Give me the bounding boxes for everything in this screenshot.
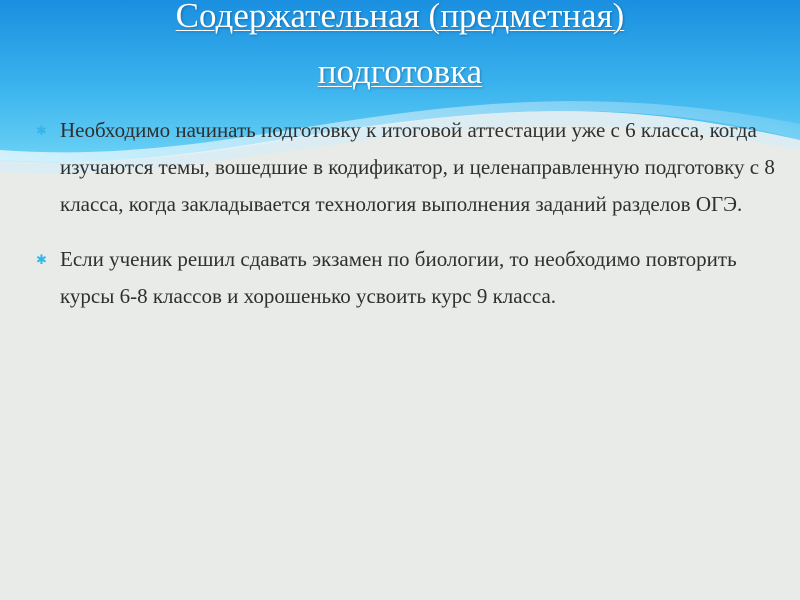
slide-title-line2: подготовка: [317, 52, 483, 91]
list-item: [36, 241, 780, 315]
bullet-text: Необходимо начинать подготовку к итоговой аттестации уже с 6 класса, когда изучаются темы, вошедшие в кодификатор, и целенаправленную подготовку с 8 класса, когда закладывается технология выполнения заданий разделов ОГЭ.: [60, 118, 775, 216]
bullet-list: [36, 112, 780, 333]
bullet-text: Если ученик решил сдавать экзамен по биологии, то необходимо повторить курсы 6-8 классов и хорошенько усвоить курс 9 класса.: [60, 247, 737, 308]
asterisk-icon: ✱: [36, 253, 47, 268]
list-item: [36, 112, 780, 223]
asterisk-icon: ✱: [36, 124, 47, 139]
slide-title: [0, 0, 800, 118]
slide-title-line1: Содержательная (предметная): [175, 0, 625, 35]
